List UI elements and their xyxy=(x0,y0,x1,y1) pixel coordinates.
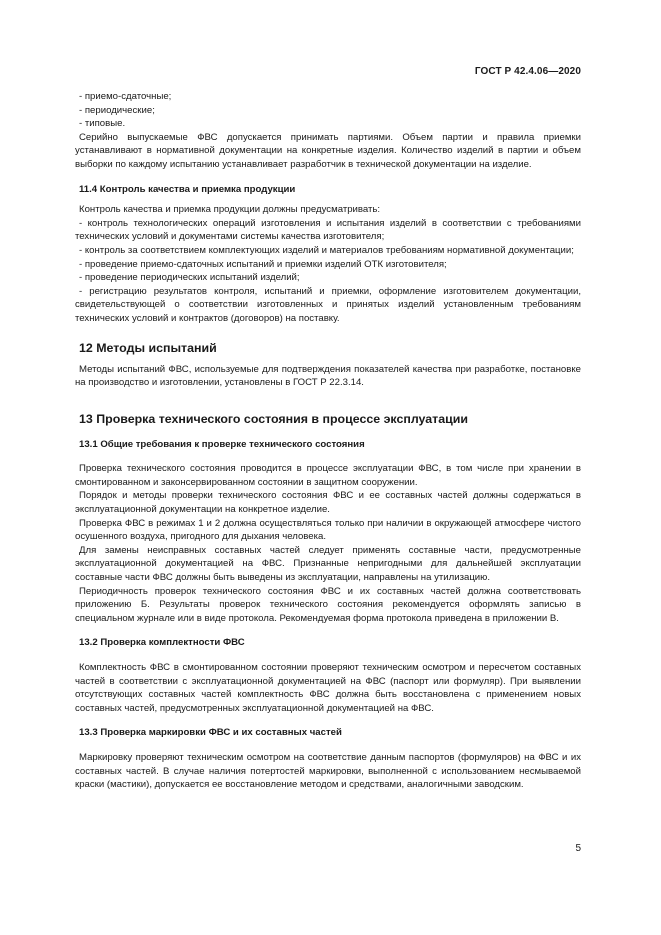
list-item: - проведение приемо-сдаточных испытаний и приемки изделий ОТК изготовителя; xyxy=(79,258,447,270)
list-item: - периодические; xyxy=(79,104,155,116)
subsection-title-13-3: 13.3 Проверка маркировки ФВС и их составных частей xyxy=(79,727,342,739)
paragraph: Для замены неисправных составных частей следует применять составные части, предусмотренные эксплуатационной документацией на ФВС. Признанные непригодными для дальнейшей эксплуатации составные части ФВС должны быть выведены из эксплуатации, направлены на утилизацию. xyxy=(75,544,581,584)
list-item: - контроль технологических операций изготовления и испытания изделий в соответствии с требованиями технических условий и документами системы качества изготовителя; xyxy=(75,217,581,243)
list-item: - проведение периодических испытаний изделий; xyxy=(79,272,300,284)
paragraph: Порядок и методы проверки технического состояния ФВС и ее составных частей должны содержаться в эксплуатационной документации на конкретное изделие. xyxy=(75,490,581,516)
document-header: ГОСТ Р 42.4.06—2020 xyxy=(474,66,581,77)
paragraph: Периодичность проверок технического состояния ФВС и их составных частей должна соответствовать приложению Б. Результаты проверок технического состояния рекомендуется оформлять записью в специальном журнале или в виде протокола. Рекомендуемая форма протокола приведена в приложении В. xyxy=(75,585,581,624)
page-number: 5 xyxy=(575,843,581,854)
list-item: - типовые. xyxy=(79,118,126,130)
list-item: - регистрацию результатов контроля, испытаний и приемки, оформление изготовителем документации, свидетельствующей о соответствии изготовленных и принятых изделий установленным требованиям технических условий и контрактов (договоров) на поставку. xyxy=(75,285,581,324)
subsection-title-13-1: 13.1 Общие требования к проверке технического состояния xyxy=(79,438,365,450)
paragraph: Методы испытаний ФВС, используемые для подтверждения показателей качества при разработке, постановке на производство и изготовлении, установлены в ГОСТ Р 22.3.14. xyxy=(75,363,581,389)
section-title-12: 12 Методы испытаний xyxy=(79,340,217,355)
page-body xyxy=(75,90,581,792)
paragraph: Комплектность ФВС в смонтированном состоянии проверяют техническим осмотром и пересчетом составных частей в соответствии с эксплуатационной документацией на ФВС (паспорт или формуляр). При выявлении отсутствующих составных частей комплектность ФВС должна быть восстановлена с применением новых составных частей, предусмотренных эксплуатационной документацией на ФВС. xyxy=(75,662,581,714)
paragraph: Проверка технического состояния проводится в процессе эксплуатации ФВС, в том числе при хранении в смонтированном и законсервированном состоянии в защитном сооружении. xyxy=(75,463,581,488)
subsection-title-11-4: 11.4 Контроль качества и приемка продукции xyxy=(79,183,296,195)
subsection-title-13-2: 13.2 Проверка комплектности ФВС xyxy=(79,637,245,649)
paragraph: Проверка ФВС в режимах 1 и 2 должна осуществляться только при наличии в окружающей атмосфере чистого осушенного воздуха, пригодного для дыхания человека. xyxy=(75,517,581,543)
paragraph: Маркировку проверяют техническим осмотром на соответствие данным паспортов (формуляров) на ФВС и их составных частей. В случае наличия потертостей маркировки, выполненной с использованием несмываемой краски (мастики), допускается ее восстановление методом и средствами, аналогичными заводским. xyxy=(75,751,581,791)
list-item: - приемо-сдаточные; xyxy=(79,91,172,102)
list-item: - контроль за соответствием комплектующих изделий и материалов требованиям нормативной документации; xyxy=(79,244,574,256)
section-title-13: 13 Проверка технического состояния в процессе эксплуатации xyxy=(79,411,468,426)
paragraph: Контроль качества и приемка продукции должны предусматривать: xyxy=(79,204,381,216)
paragraph: Серийно выпускаемые ФВС допускается принимать партиями. Объем партии и правила приемки устанавливают в нормативной документации на конкретные изделия. Количество изделий в партии и объем выборки по каждому испытанию устанавливает разработчик в технической документации на изделие. xyxy=(75,131,581,170)
